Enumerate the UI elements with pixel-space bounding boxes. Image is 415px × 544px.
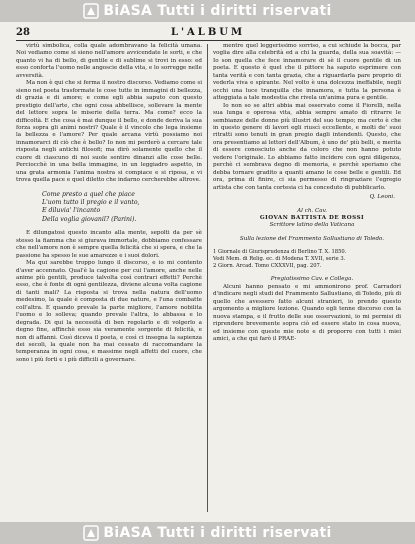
letter-address-line: Scrittore latino della Vaticana	[269, 222, 355, 229]
right-column	[213, 43, 401, 343]
page-title: L'ALBUM	[170, 27, 246, 38]
poem-line: Come presto a quel che piace	[42, 190, 135, 198]
letter-salutation: Pregiatissimo Cav. e Collega.	[270, 276, 354, 283]
paragraph: Ma non è qui che si ferma il nostro discorso. Vediamo come si sieno nel poeta trasformate le cose tutte in immagini di bellezza, di grazia e di amore; e come egli abbia saputo con questo prestigio dell'arte, che ogni cosa abbellisce, sollevare la mente del lettore sopra le miserie della terra. Ma come? ecco la difficoltà. E che cosa è mai dunque il bello, e donde deriva la sua forza sopra gli animi nostri? Quale è il vincolo che lega insieme la bellezza e l'amore? Per quale arcana virtù possiamo noi innamorarci di ciò che è bello? Io non mi perderò a cercare tale risposta negli antichi filosofi; ma dirò solamente quello che il cuore di ciascuno di noi suole sentire dinanzi alle cose belle. Perciocchè in una bella immagine, in un leggiadro aspetto, in una grata armonia l'anima nostra si compiace e si riposa, e vi trova quella pace e quel diletto che indarno cercherebbe altrove.	[16, 80, 202, 184]
paragraph: virtù simbolica, colla quale adombravano la felicità umana. Noi vediamo come si sieno nell'amore avvicendate le sorti, e che quanto vi ha di bello, di gentile e di sublime si trovi in esso: ed esso conforta l'uomo nelle angoscie della vita, e lo sorregge nelle avversità.	[16, 43, 202, 79]
left-column	[16, 43, 202, 364]
footnote: 2 Giorn. Arcad. Tomo CXXXVII, pag. 207.	[213, 263, 322, 270]
poem-line: L'uom tutto il pregio e il vanto,	[42, 199, 140, 207]
biasa-logo-icon	[83, 525, 99, 541]
watermark-banner-top	[0, 0, 415, 22]
page-number: 28	[16, 27, 30, 38]
watermark-text: BiASA Tutti i diritti riservati	[103, 3, 332, 19]
poem-line: E diluvia' l'incanto	[42, 207, 101, 215]
paragraph: Ma qui sarebbe troppo lungo il discorso, e io mi contento d'aver accennato. Qual'è la cagione per cui l'amore, anche nelle anime più gentili, produce talvolta così contrari effetti? Perchè esso, che è fonte di ogni gentilezza, diviene alcuna volta cagione di tanti mali? La risposta si trova nella natura dell'uomo medesimo, la quale è composta di due nature, e l'una combatte coll'altra. E quando prevale la parte migliore, l'amore nobilita l'uomo e lo solleva; quando prevale l'altra, lo abbassa e lo degrada. Di qui la necessità di ben regolarlo e di volgerlo a degno fine, affinchè esso sia veramente sorgente di felicità, e non di affanni. Così diceva il poeta, e così ci insegna la sapienza dei secoli, la quale non ha mai cessato di raccomandare la temperanza in ogni cosa, e massime negli affetti del cuore, che sono i più forti e i più difficili a governare.	[16, 260, 202, 363]
paragraph: E dilungatosi questo incanto alla mente, sepolti da per sè stesso la fiamma che si giurava immortale, dobbiamo confessare che nell'amore non è sempre quella felicità che si spera, e che la passione ha spesso le sue amarezze e i suoi dolori.	[16, 230, 202, 259]
paragraph: mentre quel leggerissimo sorriso, a cui schiude la bocca, par voglia dire alla celebrità ed a chi la guarda, della sua soavità: — Io son quella che fece innamorare di sè il cuore gentile di un poeta. E questo è quel che il pittore ha saputo esprimere con tanta verità e con tanta grazia, che a riguardarla pare proprio di vederla viva e spirante. Nel volto è una dolcezza ineffabile, negli occhi una luce tranquilla che innamora, e tutta la persona è atteggiata a tale modestia che rivela un'anima pura e gentile.	[213, 43, 401, 102]
poem-quote	[42, 191, 202, 225]
header-rule	[16, 40, 400, 41]
letter-subject: Sulla lezione del Frammento Sollustiano di Toledo.	[239, 235, 385, 242]
poem-line: Della voglia giovanil? (Parini).	[42, 215, 137, 223]
footnote: 1 Giornale di Giurisprudenza di Berlino T. X. 1850.	[213, 249, 347, 256]
paragraph: Io non so se altri abbia mai osservato come il Fiorelli, nella sua lunga e operosa vita, abbia sempre amato di ritrarre le sembianze delle donne più illustri del suo tempo; ma certo è che in questo genere di lavori egli riuscì eccellente, e molti de' suoi ritratti sono tenuti in gran pregio dagli intendenti. Questo, che ora presentiamo ai lettori dell'Album, è uno de' più belli, e merita di essere conosciuto anche da coloro che non hanno potuto vedere l'originale. Lo abbiamo fatto incidere con ogni diligenza, perchè ci sembrava degno di memoria, e perchè speriamo che debba tornare gradito a quanti amano le cose belle e gentili. Ed ora, prima di finire, ci sia permesso di ringraziare l'egregio artista che con tanta cortesia ci ha conceduto di pubblicarlo.	[213, 102, 401, 191]
article-signature: Q. Leoni.	[369, 194, 395, 201]
watermark-banner-bottom	[0, 522, 415, 544]
letter-address-line: Al ch. Cav.	[297, 207, 327, 214]
footnote: Vedi Mem. di Relig. ec. di Modena T. XVII, serie 3.	[213, 256, 346, 263]
page-header	[16, 27, 400, 41]
paragraph: Alcuni hanno pensato e mi ammonirono prof. Carradori d'indicare negli studi del Frammento Sallustiano, di Toledo, più di quello che avessero fatto alcuni stranieri, io prendo questo argomento a migliore lezione. Quando egli tenne discorso con la nuova stampa, e il frutto delle sue osservazioni, io mi permisi di riprendere brevemente sopra ciò ed essere stato in cosa nuova, ed insieme con queste mie note e di proporre con tutti i miei amici, a che qui farò il PRAE-	[213, 283, 401, 342]
letter-address-name: GIOVAN BATTISTA DE ROSSI	[259, 214, 365, 221]
biasa-logo-icon	[83, 3, 99, 19]
watermark-text: BiASA Tutti i diritti riservati	[103, 525, 332, 541]
column-divider	[207, 44, 208, 512]
